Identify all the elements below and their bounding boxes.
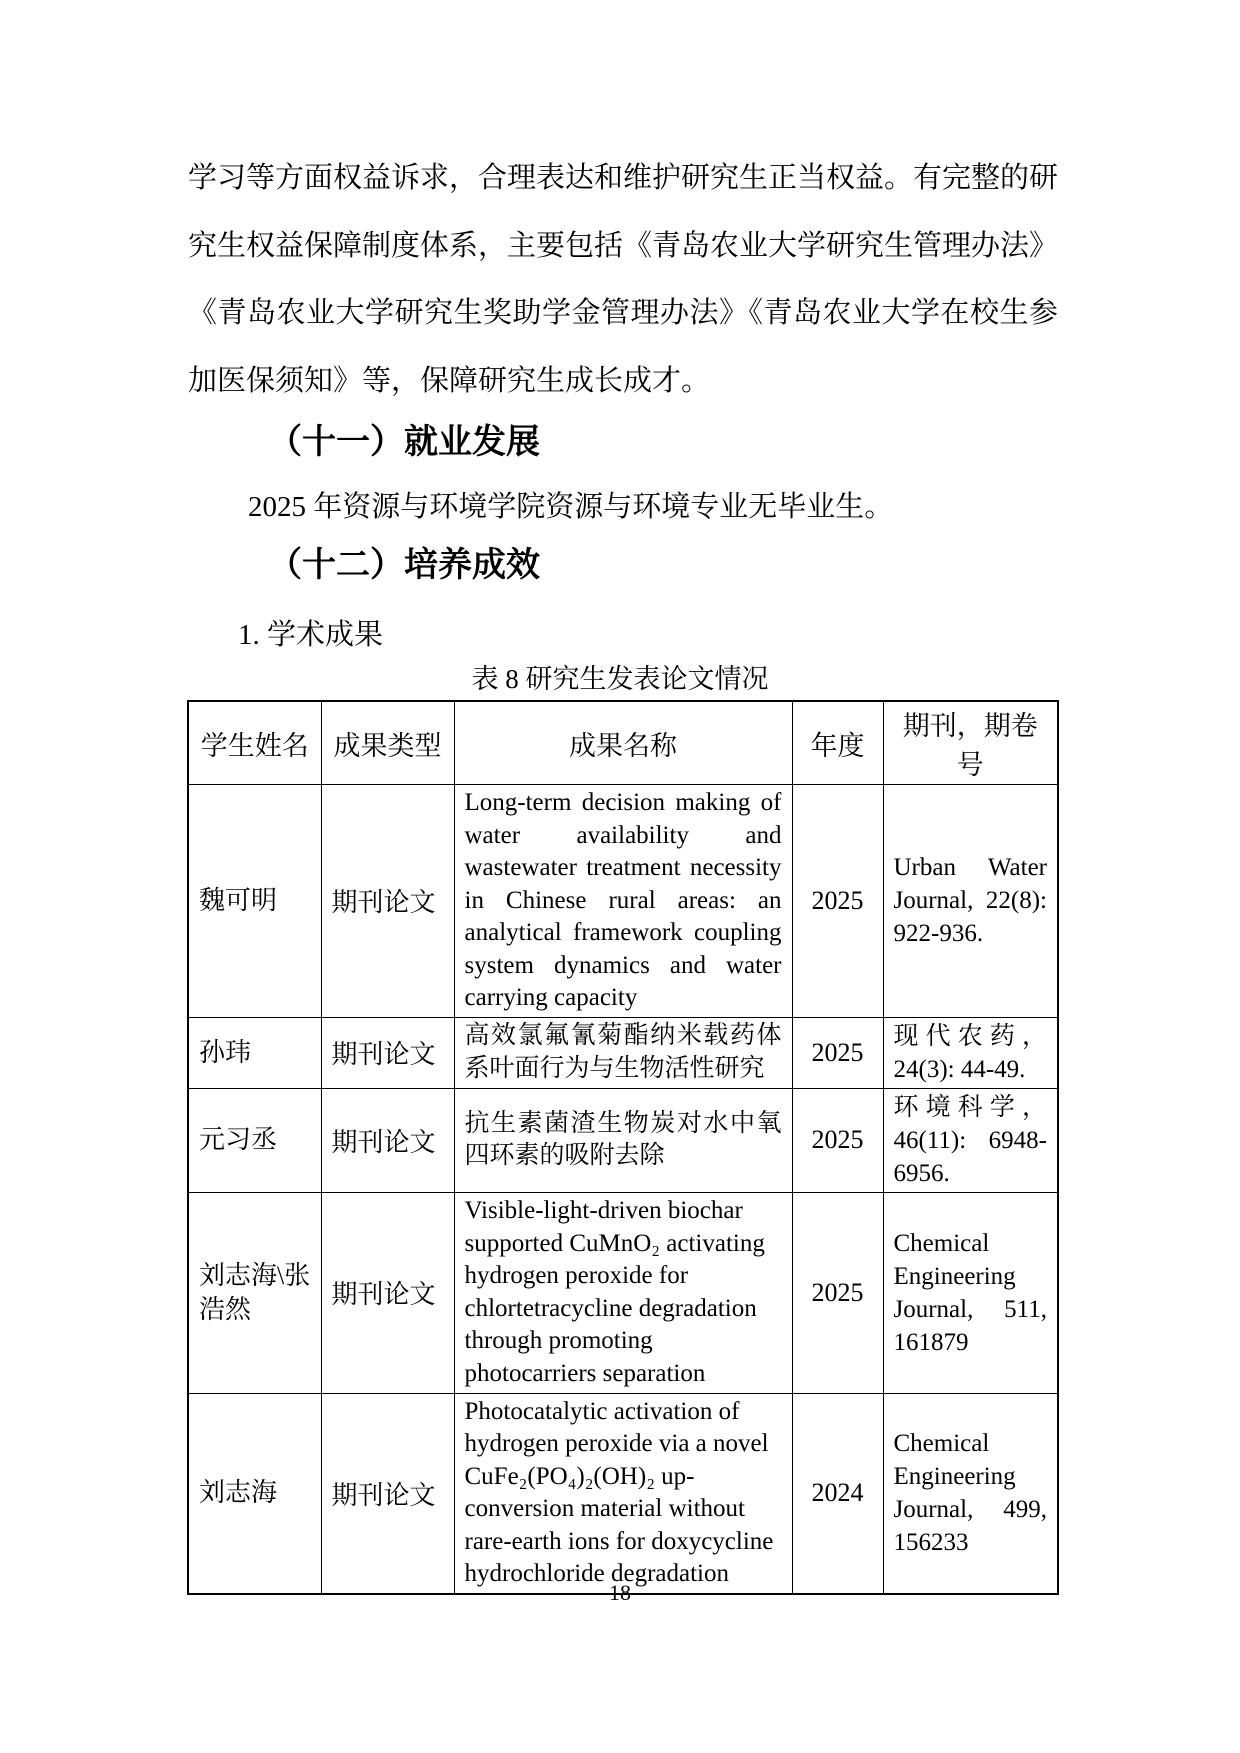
cell-journal: 环境科学，46(11): 6948-6956.: [883, 1088, 1058, 1192]
table-row: [188, 1192, 1058, 1393]
cell-journal: 现代农药，24(3): 44-49.: [883, 1017, 1058, 1088]
publications-table-wrapper: [187, 700, 1059, 1595]
intro-paragraph: [188, 145, 1058, 415]
cell-achievement-type: 期刊论文: [321, 785, 454, 1018]
cell-achievement-title: Visible-light-driven biochar supported CuMnO₂ activating hydrogen peroxide for chlortetracycline degradation through promoting photocarriers separation: [454, 1192, 792, 1393]
cell-year: 2024: [792, 1393, 883, 1594]
cell-achievement-type: 期刊论文: [321, 1088, 454, 1192]
cell-year: 2025: [792, 1088, 883, 1192]
cell-journal: Urban Water Journal, 22(8): 922-936.: [883, 785, 1058, 1018]
cell-achievement-title: 高效氯氟氰菊酯纳米载药体系叶面行为与生物活性研究: [454, 1017, 792, 1088]
cell-student-name: 刘志海: [188, 1393, 321, 1594]
cell-student-name: 刘志海\张浩然: [188, 1192, 321, 1393]
subsection-academic-achievements: 1. 学术成果: [238, 619, 384, 651]
employment-paragraph: 2025 年资源与环境学院资源与环境专业无毕业生。: [248, 491, 894, 523]
cell-achievement-title: Photocatalytic activation of hydrogen peroxide via a novel CuFe₂(PO₄)₂(OH)₂ up-conversion material without rare-earth ions for doxycycline hydrochloride degradation: [454, 1393, 792, 1594]
column-header-year: 年度: [792, 701, 883, 785]
cell-achievement-title: 抗生素菌渣生物炭对水中氧四环素的吸附去除: [454, 1088, 792, 1192]
table-caption: 表 8 研究生发表论文情况: [471, 664, 769, 694]
cell-journal: Chemical Engineering Journal, 499, 156233: [883, 1393, 1058, 1594]
table-row: [188, 1017, 1058, 1088]
cell-achievement-type: 期刊论文: [321, 1393, 454, 1594]
intro-paragraph-line: 究生权益保障制度体系，主要包括《青岛农业大学研究生管理办法》: [188, 229, 1058, 262]
page-number: 18: [609, 1580, 631, 1605]
publications-table: [187, 700, 1059, 1595]
table-header-row: [188, 701, 1058, 785]
cell-journal: Chemical Engineering Journal, 511, 161879: [883, 1192, 1058, 1393]
column-header-student-name: 学生姓名: [188, 701, 321, 785]
cell-achievement-type: 期刊论文: [321, 1192, 454, 1393]
cell-student-name: 魏可明: [188, 785, 321, 1018]
intro-paragraph-line: 学习等方面权益诉求，合理表达和维护研究生正当权益。有完整的研: [188, 162, 1058, 194]
cell-year: 2025: [792, 1017, 883, 1088]
column-header-journal: 期刊，期卷号: [883, 701, 1058, 785]
table-row: [188, 1393, 1058, 1594]
intro-paragraph-line: 《青岛农业大学研究生奖助学金管理办法》《青岛农业大学在校生参: [188, 297, 1058, 330]
cell-year: 2025: [792, 1192, 883, 1393]
cell-achievement-type: 期刊论文: [321, 1017, 454, 1088]
section-heading-cultivation: （十二）培养成效: [268, 547, 540, 584]
cell-student-name: 元习丞: [188, 1088, 321, 1192]
column-header-achievement-type: 成果类型: [321, 701, 454, 785]
cell-student-name: 孙玮: [188, 1017, 321, 1088]
section-heading-employment: （十一）就业发展: [268, 424, 540, 461]
cell-achievement-title: Long-term decision making of water availability and wastewater treatment necessity in Chinese rural areas: an analytical framework coupling system dynamics and water carrying capacity: [454, 785, 792, 1018]
table-row: [188, 785, 1058, 1018]
cell-year: 2025: [792, 785, 883, 1018]
column-header-achievement-title: 成果名称: [454, 701, 792, 785]
table-row: [188, 1088, 1058, 1192]
intro-paragraph-line: 加医保须知》等，保障研究生成长成才。: [188, 364, 711, 397]
